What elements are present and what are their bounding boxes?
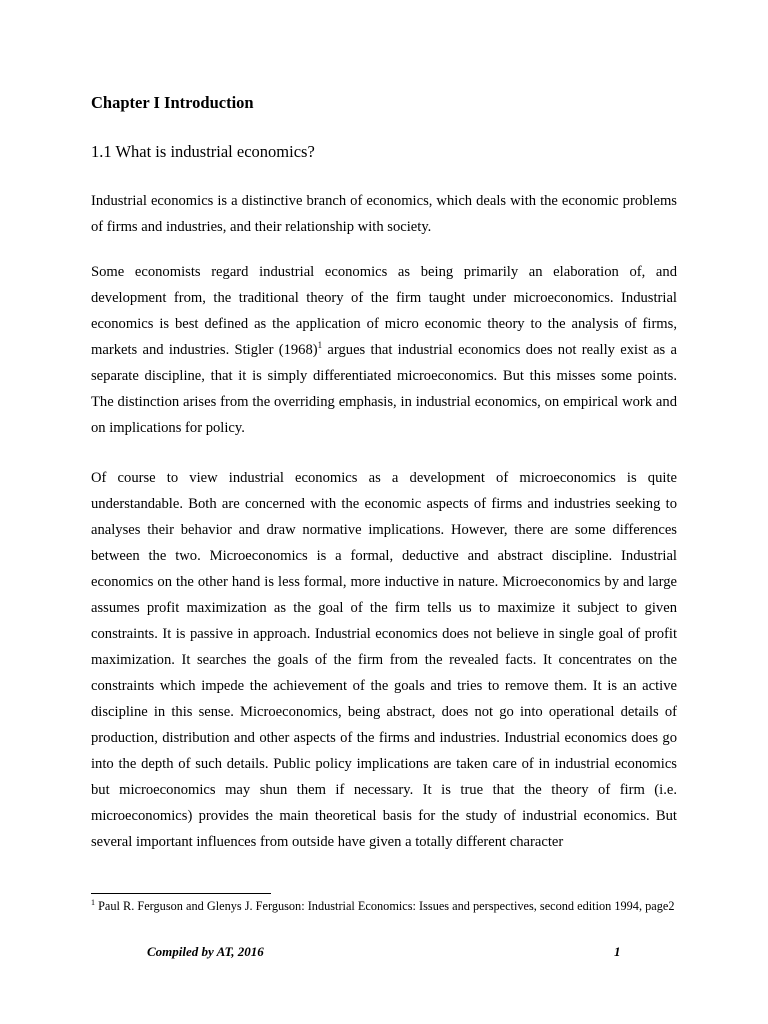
footnote-text: Paul R. Ferguson and Glenys J. Ferguson: Industrial Economics: Issues and perspectives, second edition 1994, page2 [95, 899, 675, 913]
paragraph-definition: Industrial economics is a distinctive branch of economics, which deals with the economic problems of firms and industries, and their relationship with society. [91, 193, 677, 235]
paragraph-comparison: Of course to view industrial economics as a development of microeconomics is quite understandable. Both are concerned with the economic aspects of firms and industries seeking to analyses their behavior and draw normative implications. However, there are some differences between the two. Microeconomics is a formal, deductive and abstract discipline. Industrial economics on the other hand is less formal, more inductive in nature. Microeconomics by and large assumes profit maximization as the goal of the firm tells us to maximize it subject to given constraints. It is passive in approach. Industrial economics does not believe in single goal of profit maximization. It searches the goals of the firm from the revealed facts. It concentrates on the constraints which impede the achievement of the goals and tries to remove them. It is an active discipline in this sense. Microeconomics, being abstract, does not go into operational details of production, distribution and other aspects of the firms and industries. Industrial economics does go into the depth of such details. Public policy implications are taken care of in industrial economics but microeconomics may shun them if necessary. It is true that the theory of firm (i.e. microeconomics) provides the main theoretical basis for the study of industrial economics. But several important influences from outside have given a totally different character [91, 470, 677, 850]
footnote-mark: 1 [91, 897, 95, 907]
paragraph-stigler-text-after: argues that industrial economics does not really exist as a separate discipline, that it is simply differentiated microeconomics. But this misses some points. The distinction arises from the overriding emphasis, in industrial economics, on empirical work and on implications for policy. [91, 342, 677, 436]
paragraph-stigler-text-before: Some economists regard industrial economics as being primarily an elaboration of, and development from, the traditional theory of the firm taught under microeconomics. Industrial economics is best defined as the application of micro economic theory to the analysis of firms, markets and industries. Stigler (1968) [91, 264, 677, 358]
footnote-divider [91, 893, 271, 894]
paragraph-stigler [91, 259, 677, 441]
chapter-title: Chapter I Introduction [91, 93, 254, 112]
footnote [91, 899, 677, 914]
section-title: 1.1 What is industrial economics? [91, 142, 315, 161]
page-number: 1 [614, 944, 621, 959]
footnote-reference-mark: 1 [317, 340, 323, 351]
footer-credit: Compiled by AT, 2016 [147, 944, 264, 959]
